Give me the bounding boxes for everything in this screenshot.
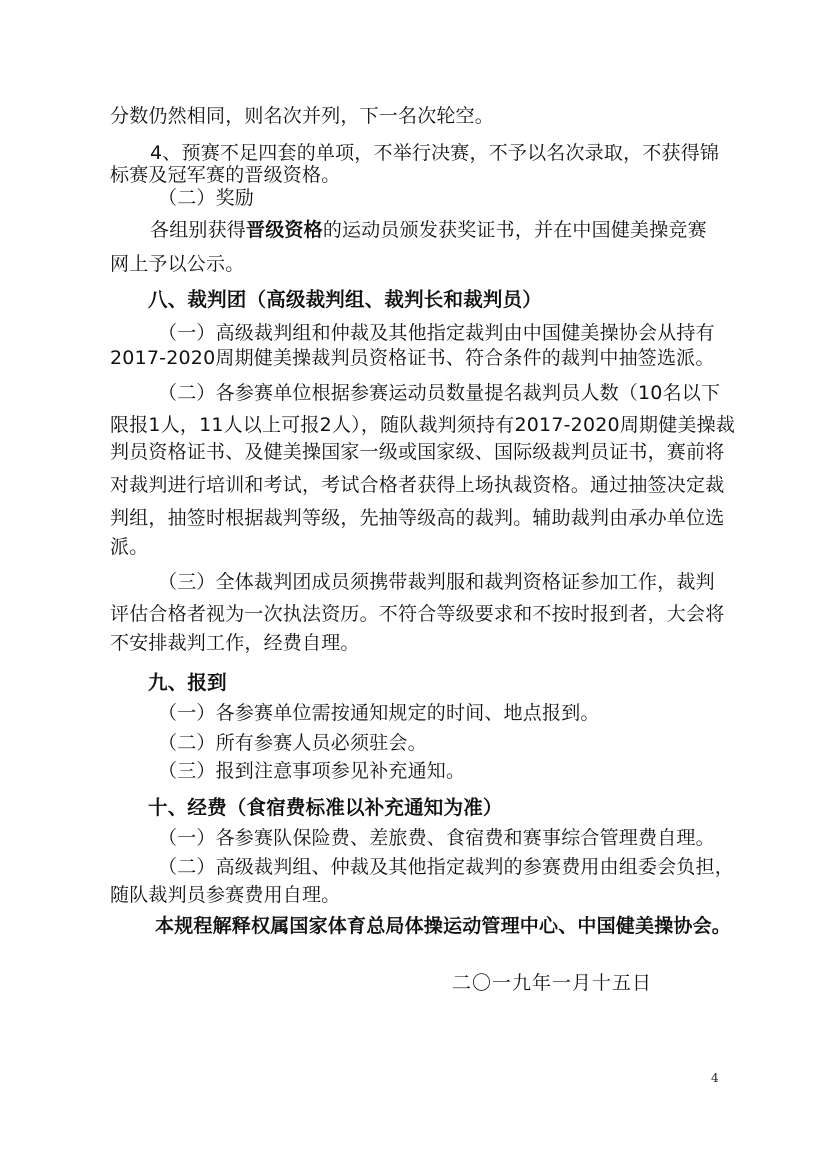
paragraph-line: （一）各参赛队保险费、差旅费、食宿费和赛事综合管理费自理。	[158, 827, 715, 849]
emphasis-text: 晋级资格	[246, 219, 323, 241]
section-heading: 十、经费（食宿费标准以补充通知为准）	[148, 796, 503, 819]
paragraph-line: 判组，抽签时根据裁判等级，先抽等级高的裁判。辅助裁判由承办单位选	[110, 507, 725, 529]
paragraph-line: 分数仍然相同，则名次并列，下一名次轮空。	[110, 105, 495, 127]
paragraph-line: 不安排裁判工作，经费自理。	[110, 632, 360, 654]
paragraph-line: （三）报到注意事项参见补充通知。	[158, 760, 466, 782]
closing-statement: 本规程解释权属国家体育总局体操运动管理中心、中国健美操协会。	[155, 915, 732, 937]
paragraph-line: 网上予以公示。	[110, 253, 245, 275]
section-heading: 九、报到	[148, 671, 227, 694]
paragraph-line: 对裁判进行培训和考试，考试合格者获得上场执裁资格。通过抽签决定裁	[110, 474, 725, 496]
paragraph-line: 派。	[110, 536, 149, 558]
section-subheading: （二）奖励	[158, 187, 255, 209]
text-segment: 的运动员颁发获奖证书，并在中国健美操竞赛	[322, 219, 707, 241]
paragraph-line: （二）高级裁判组、仲裁及其他指定裁判的参赛费用由组委会负担，	[158, 856, 735, 878]
paragraph-line: （二）所有参赛人员必须驻会。	[158, 732, 427, 754]
document-date: 二〇一九年一月十五日	[452, 972, 653, 994]
paragraph-line	[150, 218, 707, 242]
page-number: 4	[711, 1071, 719, 1085]
paragraph-line: 随队裁判员参赛费用自理。	[110, 884, 341, 906]
paragraph-line: （二）各参赛单位根据参赛运动员数量提名裁判员人数（10名以下	[158, 382, 721, 404]
paragraph-line: 2017-2020周期健美操裁判员资格证书、符合条件的裁判中抽签选派。	[110, 347, 715, 369]
paragraph-line: 评估合格者视为一次执法资历。不符合等级要求和不按时报到者，大会将	[110, 603, 725, 625]
paragraph-line: 4、预赛不足四套的单项，不举行决赛，不予以名次录取，不获得锦	[150, 142, 720, 164]
paragraph-line: 标赛及冠军赛的晋级资格。	[110, 164, 341, 186]
paragraph-line: （一）各参赛单位需按通知规定的时间、地点报到。	[158, 702, 600, 724]
text-segment: 各组别获得	[150, 219, 247, 241]
paragraph-line: （一）高级裁判组和仲裁及其他指定裁判由中国健美操协会从持有	[158, 322, 715, 344]
paragraph-line: 限报1人，11人以上可报2人），随队裁判须持有2017-2020周期健美操裁	[110, 414, 736, 436]
paragraph-line: （三）全体裁判团成员须携带裁判服和裁判资格证参加工作，裁判	[158, 571, 715, 593]
paragraph-line: 判员资格证书、及健美操国家一级或国家级、国际级裁判员证书，赛前将	[110, 441, 725, 463]
section-heading: 八、裁判团（高级裁判组、裁判长和裁判员）	[148, 288, 543, 311]
